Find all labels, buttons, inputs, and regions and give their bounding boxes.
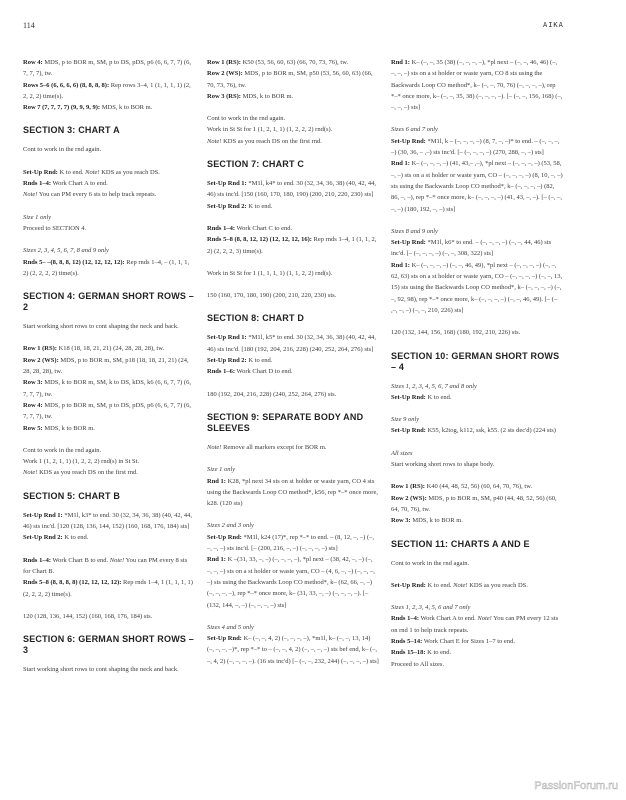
instruction: Rnds 15–18: K to end. (391, 649, 452, 657)
instruction: Set-Up Rnd 1: *M1l, k3* to end. 30 (32, 34, 36, 38) (40, 42, 44, 46) sts inc'd. [120 (128, 136, 144, 152) (160, 168, 176, 184) sts] (23, 511, 193, 531)
instruction: Row 4: MDS, p to BOR m, SM, p to DS, pDS, p6 (6, 6, 7, 7) (6, 7, 7, 7), tw. (23, 59, 191, 78)
instruction: Rnd 1: K– (–, –, 35 (38) (–, –, –, –), *pl next – (–, –, 46, 46) (–, –, –, –) sts on a st holder or waste yarn, CO 8 sts using the Backwards Loop CO method*, k– (–, –, 70, 76) (–, –, –, –), rep *–* once more, k– (–, –, 35, 38) (–, –, –, –). [– (–, –, 156, 168) (–, –, –, –) sts] (391, 59, 563, 112)
instruction: Row 3: MDS, k to BOR m. (391, 517, 463, 525)
size-label: Sizes 8 and 9 only (391, 227, 438, 235)
size-label: Sizes 6 and 7 only (391, 126, 438, 134)
section-heading: SECTION 3: CHART A (23, 125, 120, 136)
section-heading: SECTION 5: CHART B (23, 490, 121, 501)
instruction: Row 2 (WS): MDS, p to BOR m, SM, p40 (44, 48, 52, 56) (60, 64, 70, 76), tw. (391, 494, 557, 513)
instruction: Rnds 1–6: Work Chart D to end. (207, 368, 293, 376)
stitch-count: 150 (160, 170, 180, 190) (200, 210, 220, 230) sts. (207, 292, 337, 300)
instruction: Rows 5–6 (6, 6, 6, 6) (8, 8, 8, 8): Rep rows 3–4, 1 (1, 1, 1, 1) (2, 2, 2, 2) time(s). (23, 81, 191, 100)
paragraph: Cont to work in the rnd again. (391, 559, 470, 567)
instruction: Row 4: MDS, p to BOR m, SM, p to DS, pDS, p6 (6, 6, 7, 7) (6, 7, 7, 7), tw. (23, 401, 191, 421)
section-heading: SECTION 9: SEPARATE BODY AND SLEEVES (207, 411, 364, 433)
paragraph: Start working short rows to shape body. (391, 461, 495, 469)
instruction: Row 7 (7, 7, 7, 7) (9, 9, 9, 9): MDS, k to BOR m. (23, 104, 153, 112)
instruction: Row 1 (RS): K40 (44, 48, 52, 56) (60, 64, 70, 76), tw. (391, 483, 533, 491)
running-head: AIKA (543, 21, 564, 29)
paragraph: Cont to work in the rnd again. (23, 446, 102, 454)
instruction: Rnd 1: K28, *pl next 34 sts on st holder or waste yarn, CO 4 sts using the Backwards Loop CO method*, k56, rep *–* once more, k28. (120 sts) (207, 477, 378, 508)
size-label: Sizes 4 and 5 only (207, 623, 254, 631)
paragraph: Proceed to SECTION 4. (23, 224, 87, 232)
stitch-count: 120 (132, 144, 156, 168) (180, 192, 210, 226) sts. (391, 329, 521, 337)
instruction: Rnds 5–8 (8, 8, 8, 8) (12, 12, 12, 12): Rep rnds 1–4, 1 (1, 1, 1, 1) (2, 2, 2, 2) time(s). (23, 579, 193, 598)
instruction: Rnds 1–4: Work Chart B to end. Note! You can PM every 8 sts for Chart B. (23, 556, 188, 575)
instruction: Set-Up Rnd: *M1l, k – (–, –, –, –) (8, 7, –, –)* to end. – (–, –, –, –) (30, 36, – ,–) sts inc'd. [– (–, –, –, –) (270, 288, –, –) sts] (391, 137, 560, 157)
instruction: Set-Up Rnd: K55, k2tog, k112, ssk, k55. (2 sts dec'd) (224 sts) (391, 427, 556, 435)
instruction: Set-Up Rnd: K– (–, –, 4, 2) (–, –, –, –), *m1l, k– (–, –, 13, 14) (–, –, –, –)*, rep *–* to – (–, –, 4, 2) (–, –, –, –) sts bef end, k– (–, –, 4, 2) (–, –, –, –). (16 sts inc'd) [– (–, –, 232, 244) (–, –, –, –) sts] (207, 635, 379, 665)
instruction: Row 1 (RS): K50 (53, 56, 60, 63) (66, 70, 73, 76), tw. (207, 59, 349, 66)
instruction: Row 5: MDS, k to BOR m. (23, 424, 95, 432)
paragraph: Start working short rows to cont shaping the neck and back. (23, 666, 179, 674)
note: Note! You can PM every 6 sts to help track repeats. (23, 191, 157, 199)
instruction: Set-Up Rnd: K to end. Note! KDS as you reach DS. (23, 168, 160, 176)
paragraph: Cont to work in the rnd again. (23, 146, 102, 154)
instruction: Rnds 5–14: Work Chart E for Sizes 1–7 to end. (391, 637, 515, 645)
note: Note! KDS as you reach DS on the first rnd. (207, 137, 322, 145)
instruction: Set-Up Rnd 2: K to end. (23, 534, 89, 542)
paragraph: Work in St St for 1 (1, 2, 1, 1) (1, 2, 2, 2) rnd(s). (207, 126, 333, 134)
section-heading: SECTION 8: CHART D (207, 313, 305, 324)
instruction: Rnd 1: K– (–, –, –, –) (41, 43,– ,–), *pl next – (–, –, –, –) (53, 58, –, –) sts on a st holder or waste yarn, CO – (–, –, –, –) (8, 10, –, –) sts using the Backwards Loop CO method*, k– (–, –, –, –) (82, 86, –, –), rep *–* once more, k– (–, –, –, –) (41, 43, –, –). [– (–, –, –, –) (180, 192, –, –) sts] (391, 160, 563, 213)
section-heading: SECTION 7: CHART C (207, 159, 305, 170)
instruction: Set-Up Rnd: *M1l, k6* to end. – (–, –, –, –) (–, –, 44, 46) sts inc'd. [– (–, –, –, –) (–, –, 308, 322) sts] (391, 239, 552, 258)
size-label: Sizes 2, 3, 4, 5, 6, 7, 8 and 9 only (23, 247, 109, 255)
note: Note! Remove all markers except for BOR m. (207, 443, 327, 451)
instruction: Rnds 5–8 (8, 8, 12, 12) (12, 12, 12, 16): Rep rnds 1–4, 1 (1, 1, 2, 2) (2, 2, 2, 3) time(s). (207, 236, 377, 255)
page-number: 114 (23, 21, 35, 30)
stitch-count: 120 (128, 136, 144, 152) (160, 168, 176, 184) sts. (23, 612, 153, 620)
watermark: PassionForum.ru (534, 780, 618, 792)
instruction: Set-Up Rnd: K to end. (391, 393, 452, 401)
section-heading: SECTION 10: GERMAN SHORT ROWS – 4 (391, 350, 560, 372)
size-label: Size 9 only (391, 416, 420, 424)
column-1 (23, 57, 195, 675)
size-label: Sizes 1, 2, 3, 4, 5, 6, 7 and 8 only (391, 382, 477, 390)
instruction: Row 3: MDS, k to BOR m, SM, k to DS, kDS, k6 (6, 6, 7, 7) (6, 7, 7, 7), tw. (23, 379, 191, 398)
section-heading: SECTION 11: CHARTS A AND E (391, 538, 530, 549)
instruction: Set-Up Rnd 2: K to end. (207, 202, 273, 210)
section-heading: SECTION 6: GERMAN SHORT ROWS – 3 (23, 634, 195, 656)
instruction: Set-Up Rnd 2: K to end. (207, 357, 273, 365)
column-2 (207, 57, 379, 667)
instruction: Rnds 1–4: Work Chart C to end. (207, 224, 293, 232)
column-3 (391, 57, 563, 670)
instruction: Rnds 5– –(8, 8, 8, 12) (12, 12, 12, 12): Rep rnds 1–4, – (1, 1, 1, 2) (2, 2, 2, 2) time(s). (23, 258, 190, 277)
instruction: Row 3 (RS): MDS, k to BOR m. (207, 92, 294, 100)
note: Note! KDS as you reach DS on the first rnd. (23, 469, 138, 477)
paragraph: Work in St St for 1 (1, 1, 1, 1) (1, 1, 2, 2) rnd(s). (207, 269, 333, 277)
stitch-count: 180 (192, 204, 216, 228) (240, 252, 264, 276) sts. (207, 390, 337, 398)
size-label: All sizes (391, 449, 413, 457)
paragraph: Work 1 (1, 2, 1, 1) (1, 2, 2, 2) rnd(s) in St St. (23, 458, 140, 466)
section-heading: SECTION 4: GERMAN SHORT ROWS – 2 (23, 291, 195, 313)
instruction: Row 2 (WS): MDS, p to BOR m, SM, p18 (18, 18, 21, 21) (24, 28, 28, 28), tw. (23, 356, 189, 376)
instruction: Rnd 1: K –(31, 33, –, –) (–, –, –, –), *pl next – (38, 42, –, –) (–, –, –, –) sts on a st holder or waste yarn, CO – (4, 6, –, –) (–, –, –, –) sts using the Backwards Loop CO method*, k– (62, 66, –, –) (–, –, –, –), rep *–* once more, k– (31, 33, –, –) (–, –, –, –). [– (132, 144, –, –) (–, –, –, –) sts] (207, 556, 375, 609)
instruction: Set-Up Rnd 1: *M1l, k4* to end. 30 (32, 34, 36, 38) (40, 42, 44, 46) sts inc'd. [150 (160, 170, 180, 190) (200, 210, 220, 230) sts] (207, 180, 377, 199)
instruction: Rnds 1–4: Work Chart A to end. (23, 180, 108, 188)
paragraph: Start working short rows to cont shaping the neck and back. (23, 323, 179, 331)
paragraph: Cont to work in the rnd again. (207, 115, 286, 123)
instruction: Set-Up Rnd 1: *M1l, k5* to end. 30 (32, 34, 36, 38) (40, 42, 44, 46) sts inc'd. [180 (192, 204, 216, 228) (240, 252, 264, 276) sts] (207, 334, 377, 353)
size-label: Size 1 only (207, 466, 236, 474)
size-label: Sizes 1, 2, 3, 4, 5, 6 and 7 only (391, 604, 471, 612)
instruction: Row 1 (RS): K18 (18, 18, 21, 21) (24, 28, 28, 28), tw. (23, 345, 165, 353)
size-label: Sizes 2 and 3 only (207, 522, 254, 530)
size-label: Size 1 only (23, 213, 52, 221)
instruction: Rnds 1–4: Work Chart A to end. Note! You can PM every 12 sts on rnd 1 to help track repeats. (391, 615, 559, 634)
paragraph: Proceed to All sizes. (391, 660, 445, 668)
instruction: Row 2 (WS): MDS, p to BOR m, SM, p50 (53, 56, 60, 63) (66, 70, 73, 76), tw. (207, 70, 373, 89)
instruction: Set-Up Rnd: *M1l, k24 (17)*, rep *–* to end. – (8, 12, –, –) (–, –, –, –) sts inc'd. [– (200, 216, –, –) (–, –, –, –) sts] (207, 533, 375, 553)
instruction: Rnd 1: K– (–, –, –, –) (–, –, 46, 49), *pl next – (–, –, –, –) (–, –, 62, 63) sts on a st holder or waste yarn, CO – (–, –, –, –) (–, –, 13, 15) sts using the Backwards Loop CO method*, k– (–, –, –, –) (–, –, 92, 98), rep *–* once more, k– (–, –, –, –) (–, –, 46, 49). [– (– ,–, –, –) (–, –, 210, 226) sts] (391, 261, 563, 314)
instruction: Set-Up Rnd: K to end. Note! KDS as you reach DS. (391, 581, 528, 589)
